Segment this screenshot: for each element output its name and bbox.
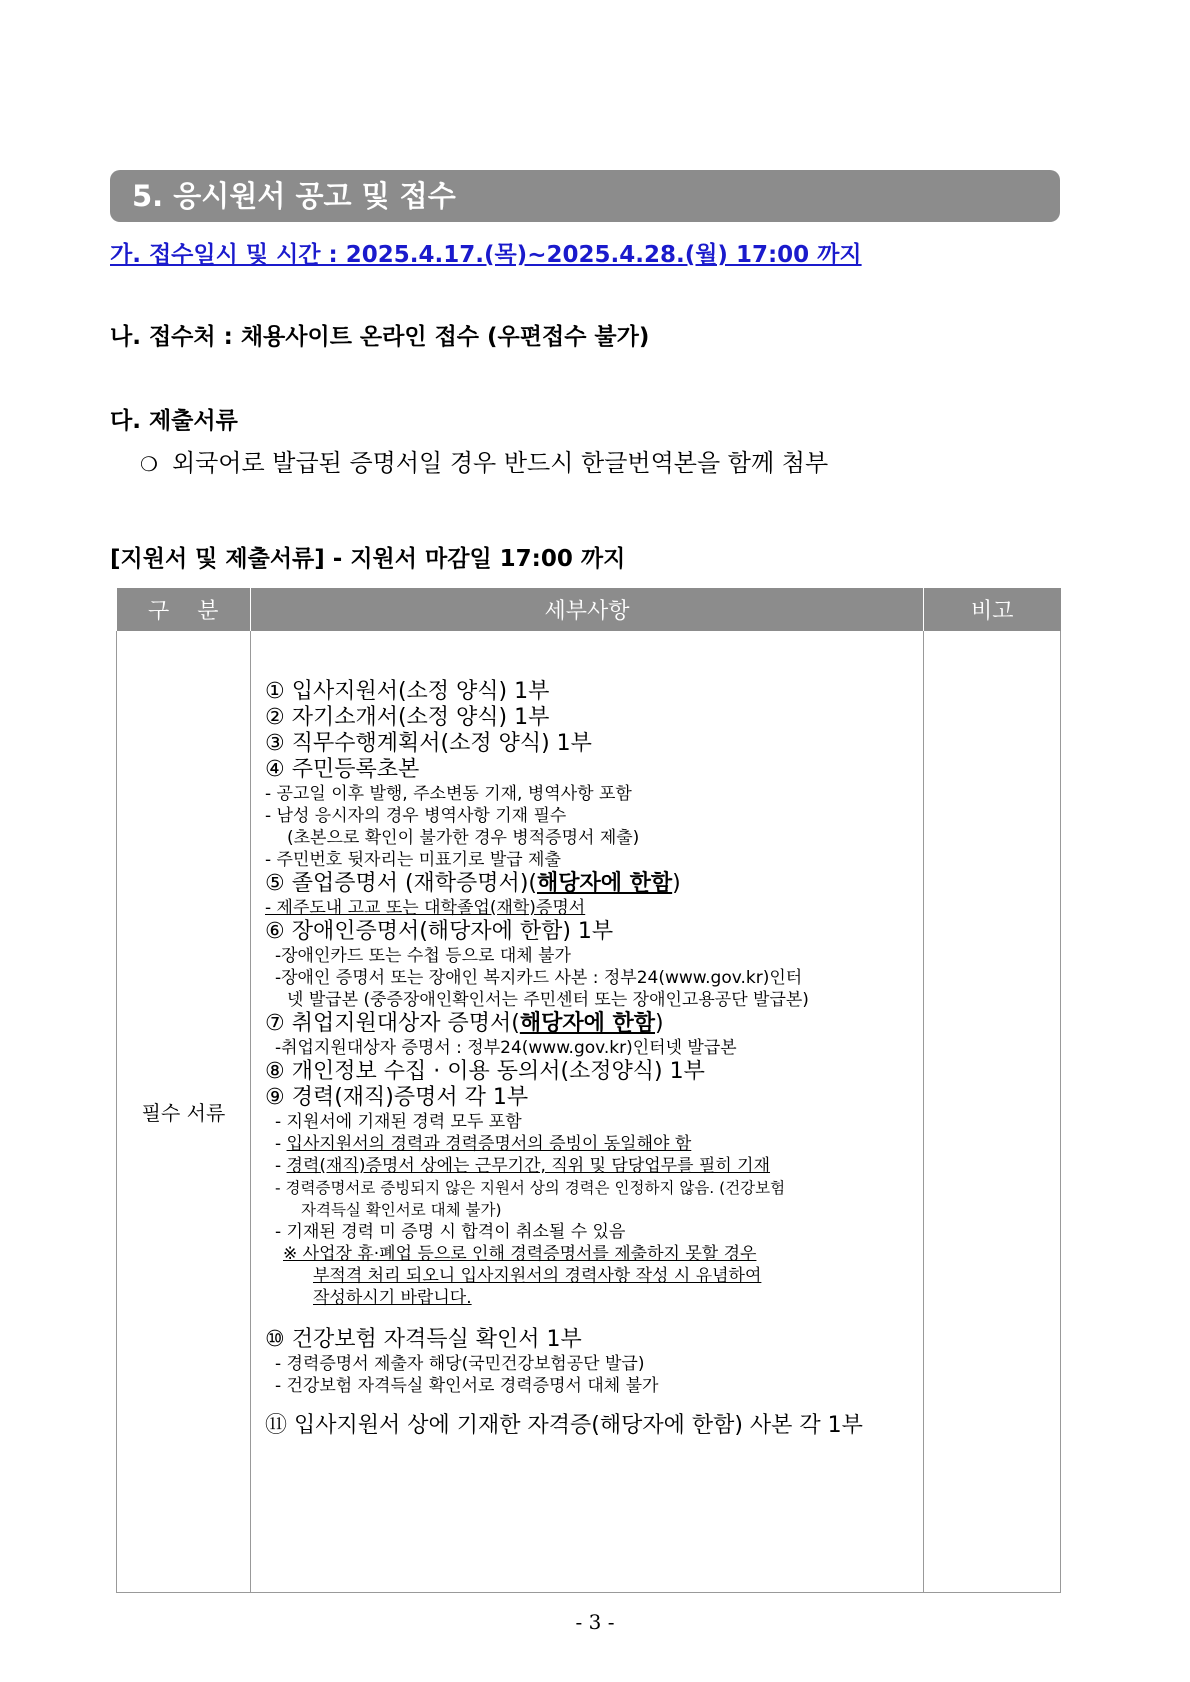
requirements-table — [116, 588, 1061, 1593]
list-item: ⑨ 경력(재직)증명서 각 1부 — [265, 1085, 529, 1110]
table-title: [지원서 및 제출서류] - 지원서 마감일 17:00 까지 — [110, 546, 626, 572]
table-header-row — [117, 588, 1061, 631]
note-text: 작성하시기 바랍니다. — [313, 1288, 472, 1308]
list-item: ④ 주민등록초본 — [265, 757, 420, 782]
list-subitem: -취업지원대상자 증명서 : 정부24(www.gov.kr)인터넷 발급본 — [275, 1038, 737, 1058]
list-subitem: - 경력(재직)증명서 상에는 근무기간, 직위 및 담당업무를 필히 기재 — [275, 1156, 771, 1176]
details-cell — [251, 631, 924, 1593]
application-period-link[interactable]: 가. 접수일시 및 시간 : 2025.4.17.(목)~2025.4.28.(월) 17:00 까지 — [110, 242, 862, 268]
section-title: 5. 응시원서 공고 및 접수 — [110, 170, 1060, 222]
list-subitem: - 지원서에 기재된 경력 모두 포함 — [275, 1112, 522, 1132]
list-subitem: - 기재된 경력 미 증명 시 합격이 취소될 수 있음 — [275, 1222, 626, 1242]
list-item: ⑦ 취업지원대상자 증명서(해당자에 한함) — [265, 1011, 664, 1036]
documents-heading: 다. 제출서류 — [110, 408, 238, 434]
table-row — [117, 631, 1061, 1593]
emphasis-text: 해당자에 한함 — [519, 1011, 655, 1036]
documents-bullet — [140, 443, 828, 478]
list-subitem: - 경력증명서 제출자 해당(국민건강보험공단 발급) — [275, 1354, 645, 1374]
list-item: ⑤ 졸업증명서 (재학증명서)(해당자에 한함) — [265, 871, 681, 896]
list-subitem: 넷 발급본 (중증장애인확인서는 주민센터 또는 장애인고용공단 발급본) — [287, 990, 809, 1010]
category-cell: 필수 서류 — [117, 631, 251, 1593]
list-subitem: - 입사지원서의 경력과 경력증명서의 증빙이 동일해야 함 — [275, 1134, 692, 1154]
note-text: ※ 사업장 휴·폐업 등으로 인해 경력증명서를 제출하지 못할 경우 — [283, 1244, 757, 1264]
column-header-details: 세부사항 — [251, 588, 924, 631]
list-item: ② 자기소개서(소정 양식) 1부 — [265, 705, 550, 730]
emphasis-text: 해당자에 한함 — [536, 871, 673, 896]
column-header-remarks: 비고 — [924, 588, 1061, 631]
list-subitem: - 건강보험 자격득실 확인서로 경력증명서 대체 불가 — [275, 1376, 659, 1396]
application-place: 나. 접수처 : 채용사이트 온라인 접수 (우편접수 불가) — [110, 324, 650, 350]
list-item: ⑥ 장애인증명서(해당자에 한함) 1부 — [265, 919, 614, 944]
list-subitem: 자격득실 확인서로 대체 불가) — [301, 1201, 502, 1219]
list-subitem: (초본으로 확인이 불가한 경우 병적증명서 제출) — [287, 828, 640, 848]
list-item: ⑪ 입사지원서 상에 기재한 자격증(해당자에 한함) 사본 각 1부 — [265, 1413, 863, 1438]
circle-bullet-icon: ❍ — [140, 452, 158, 476]
list-subitem: - 제주도내 고교 또는 대학졸업(재학)증명서 — [265, 898, 586, 918]
remarks-cell — [924, 631, 1061, 1593]
list-subitem: - 경력증명서로 증빙되지 않은 지원서 상의 경력은 인정하지 않음. (건강보험 — [275, 1179, 786, 1197]
list-item: ③ 직무수행계획서(소정 양식) 1부 — [265, 731, 592, 756]
list-subitem: - 공고일 이후 발행, 주소변동 기재, 병역사항 포함 — [265, 784, 632, 804]
note-text: 부적격 처리 되오니 입사지원서의 경력사항 작성 시 유념하여 — [313, 1266, 762, 1286]
list-subitem: - 남성 응시자의 경우 병역사항 기재 필수 — [265, 806, 567, 826]
documents-bullet-text: 외국어로 발급된 증명서일 경우 반드시 한글번역본을 함께 첨부 — [171, 449, 829, 477]
list-item: ⑧ 개인정보 수집 · 이용 동의서(소정양식) 1부 — [265, 1059, 705, 1084]
list-item: ① 입사지원서(소정 양식) 1부 — [265, 679, 550, 704]
list-subitem: - 주민번호 뒷자리는 미표기로 발급 제출 — [265, 850, 561, 870]
list-subitem: -장애인 증명서 또는 장애인 복지카드 사본 : 정부24(www.gov.kr)인터 — [275, 968, 803, 988]
list-subitem: -장애인카드 또는 수첩 등으로 대체 불가 — [275, 946, 571, 966]
list-item: ⑩ 건강보험 자격득실 확인서 1부 — [265, 1327, 582, 1352]
page-number: - 3 - — [575, 1610, 615, 1634]
column-header-category: 구 분 — [117, 588, 251, 631]
